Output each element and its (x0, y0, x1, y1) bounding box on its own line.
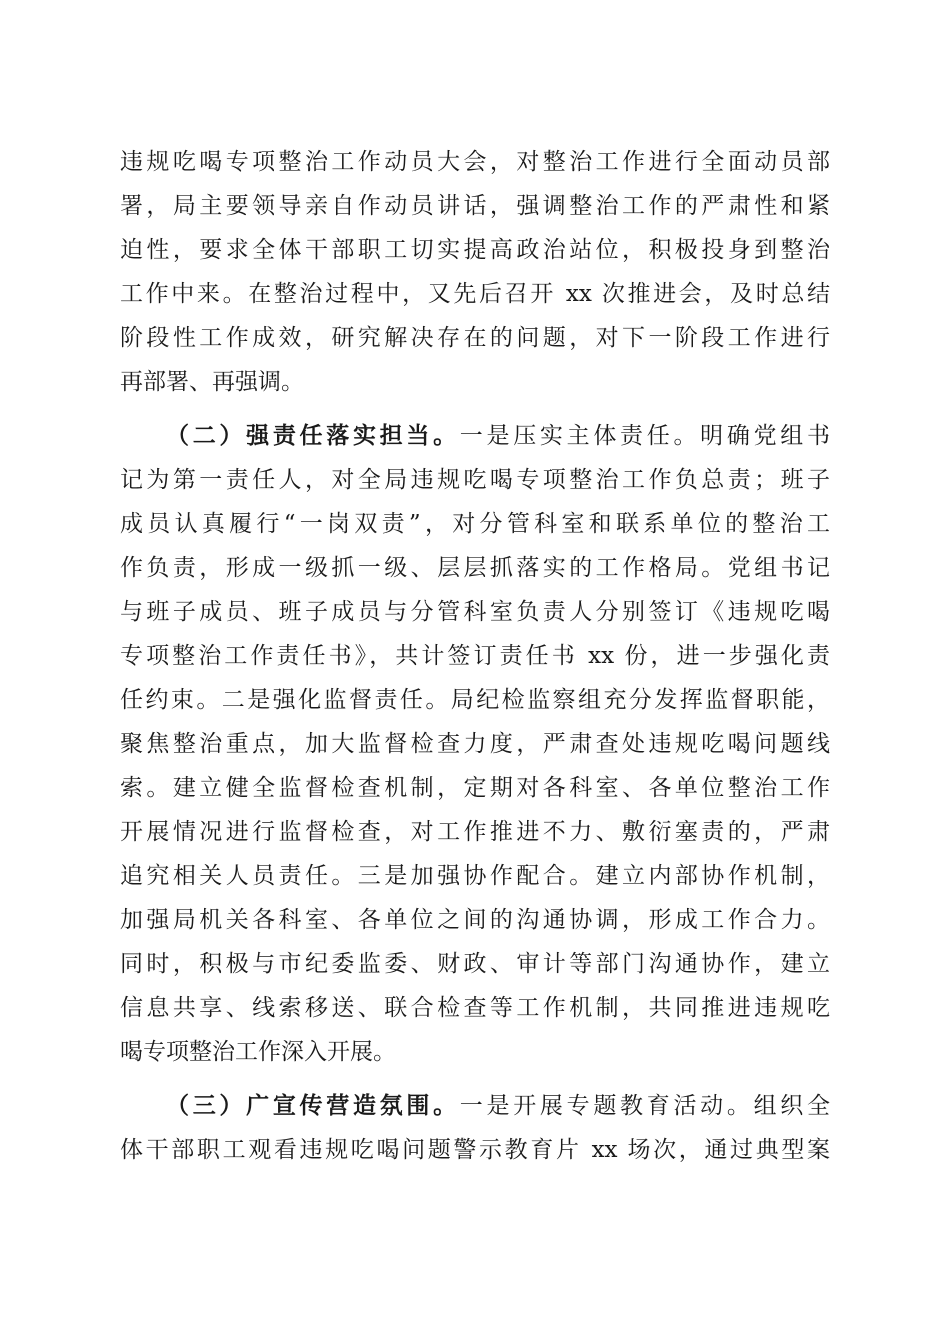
paragraph-line: 索。建立健全监督检查机制，定期对各科室、各单位整治工作 (120, 775, 830, 801)
paragraph-line: 体干部职工观看违规吃喝问题警示教育片 xx 场次，通过典型案 (120, 1137, 830, 1163)
section-two-heading: （二）强责任落实担当。 (166, 422, 460, 449)
paragraph-line: 加强局机关各科室、各单位之间的沟通协调，形成工作合力。 (120, 907, 830, 933)
paragraph-line: 开展情况进行监督检查，对工作推进不力、敷衍塞责的，严肃 (120, 819, 830, 845)
paragraph-line: 署，局主要领导亲自作动员讲话，强调整治工作的严肃性和紧 (120, 193, 830, 219)
paragraph-line: 作负责，形成一级抓一级、层层抓落实的工作格局。党组书记 (120, 555, 830, 581)
section-three-first-line (166, 1086, 830, 1126)
paragraph-line: 喝专项整治工作深入开展。 (120, 1039, 396, 1065)
paragraph-line: 追究相关人员责任。三是加强协作配合。建立内部协作机制， (120, 863, 830, 889)
paragraph-line: 阶段性工作成效，研究解决存在的问题，对下一阶段工作进行 (120, 325, 830, 351)
paragraph-line: 任约束。二是强化监督责任。局纪检监察组充分发挥监督职能， (120, 687, 830, 713)
paragraph-line: 专项整治工作责任书》，共计签订责任书 xx 份，进一步强化责 (120, 643, 830, 669)
paragraph-line: 与班子成员、班子成员与分管科室负责人分别签订《违规吃喝 (120, 599, 830, 625)
paragraph-line: 聚焦整治重点，加大监督检查力度，严肃查处违规吃喝问题线 (120, 731, 830, 757)
paragraph-line: 再部署、再强调。 (120, 369, 304, 395)
paragraph-line: 违规吃喝专项整治工作动员大会，对整治工作进行全面动员部 (120, 149, 830, 175)
paragraph-line: 工作中来。在整治过程中，又先后召开 xx 次推进会，及时总结 (120, 281, 830, 307)
section-three-first-text: 一是开展专题教育活动。组织全 (459, 1093, 831, 1119)
section-two-first-line (166, 416, 830, 456)
paragraph-line: 成员认真履行“一岗双责”，对分管科室和联系单位的整治工 (120, 511, 830, 537)
paragraph-line: 同时，积极与市纪委监委、财政、审计等部门沟通协作，建立 (120, 951, 830, 977)
paragraph-line: 迫性，要求全体干部职工切实提高政治站位，积极投身到整治 (120, 237, 830, 263)
paragraph-line: 信息共享、线索移送、联合检查等工作机制，共同推进违规吃 (120, 995, 830, 1021)
paragraph-line: 记为第一责任人，对全局违规吃喝专项整治工作负总责；班子 (120, 467, 830, 493)
section-two-first-text: 一是压实主体责任。明确党组书 (459, 423, 831, 449)
section-three-heading: （三）广宣传营造氛围。 (166, 1092, 460, 1119)
